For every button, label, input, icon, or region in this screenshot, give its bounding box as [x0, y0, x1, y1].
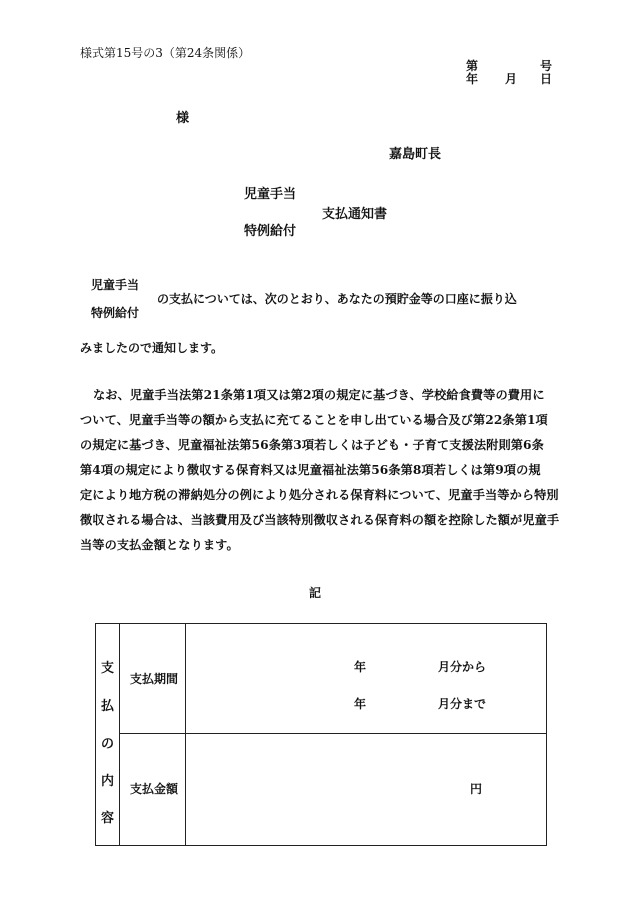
- date-year-label: 年: [466, 72, 479, 86]
- title-main: 支払通知書: [322, 207, 388, 222]
- payment-details-table: [95, 623, 547, 846]
- side-char: 内: [100, 774, 114, 789]
- note-line: 当等の支払金額となります。: [80, 538, 239, 552]
- note-line: の規定に基づき、児童福祉法第56条第3項若しくは子ども・子育て支援法附則第6条: [80, 438, 544, 452]
- issuer-name: 嘉島町長: [389, 147, 442, 162]
- payment-period-label: 支払期間: [130, 672, 179, 686]
- payment-amount-label-cell: [120, 734, 186, 846]
- period-month-from: 月分から: [438, 660, 487, 674]
- note-line: 徴収される場合は、当該費用及び当該特別徴収される保育料の額を控除した額が児童手: [80, 513, 560, 527]
- addressee-honorific: 様: [176, 111, 190, 126]
- note-line: 第4項の規定により徴収する保育料又は児童福祉法第56条第8項若しくは第9項の規: [80, 463, 541, 477]
- doc-number-go: 号: [540, 59, 553, 73]
- payment-content-side-label: [96, 624, 120, 846]
- intro-text-line2: みましたので通知します。: [80, 341, 224, 355]
- form-number-label: 様式第15号の3（第24条関係）: [80, 46, 251, 60]
- period-month-to: 月分まで: [438, 697, 487, 711]
- payment-amount-value-cell: [186, 734, 547, 846]
- payment-amount-label: 支払金額: [130, 782, 179, 796]
- intro-label-special-benefit: 特例給付: [91, 306, 140, 320]
- intro-text-line1: の支払については、次のとおり、あなたの預貯金等の口座に振り込: [157, 292, 517, 306]
- payment-period-value-cell: [186, 624, 547, 734]
- side-char: の: [100, 737, 114, 752]
- period-year-from: 年: [354, 660, 367, 674]
- title-line-special-benefit: 特例給付: [244, 224, 297, 239]
- date-day-label: 日: [540, 72, 553, 86]
- side-char: 払: [100, 699, 114, 714]
- title-line-child-allowance: 児童手当: [244, 187, 297, 202]
- payment-period-label-cell: [120, 624, 186, 734]
- note-line: ついて、児童手当等の額から支払に充てることを申し出ている場合及び第22条第1項: [80, 413, 548, 427]
- note-line: 定により地方税の滞納処分の例により処分される保育料について、児童手当等から特別: [80, 488, 559, 502]
- period-year-to: 年: [354, 697, 367, 711]
- amount-yen-unit: 円: [470, 782, 483, 796]
- date-month-label: 月: [505, 72, 518, 86]
- intro-label-child-allowance: 児童手当: [91, 278, 140, 292]
- side-char: 支: [100, 661, 114, 676]
- note-line: なお、児童手当法第21条第1項又は第2項の規定に基づき、学校給食費等の費用に: [93, 388, 545, 402]
- doc-number-dai: 第: [466, 59, 479, 73]
- side-char: 容: [100, 811, 114, 826]
- ki-heading: 記: [309, 586, 322, 600]
